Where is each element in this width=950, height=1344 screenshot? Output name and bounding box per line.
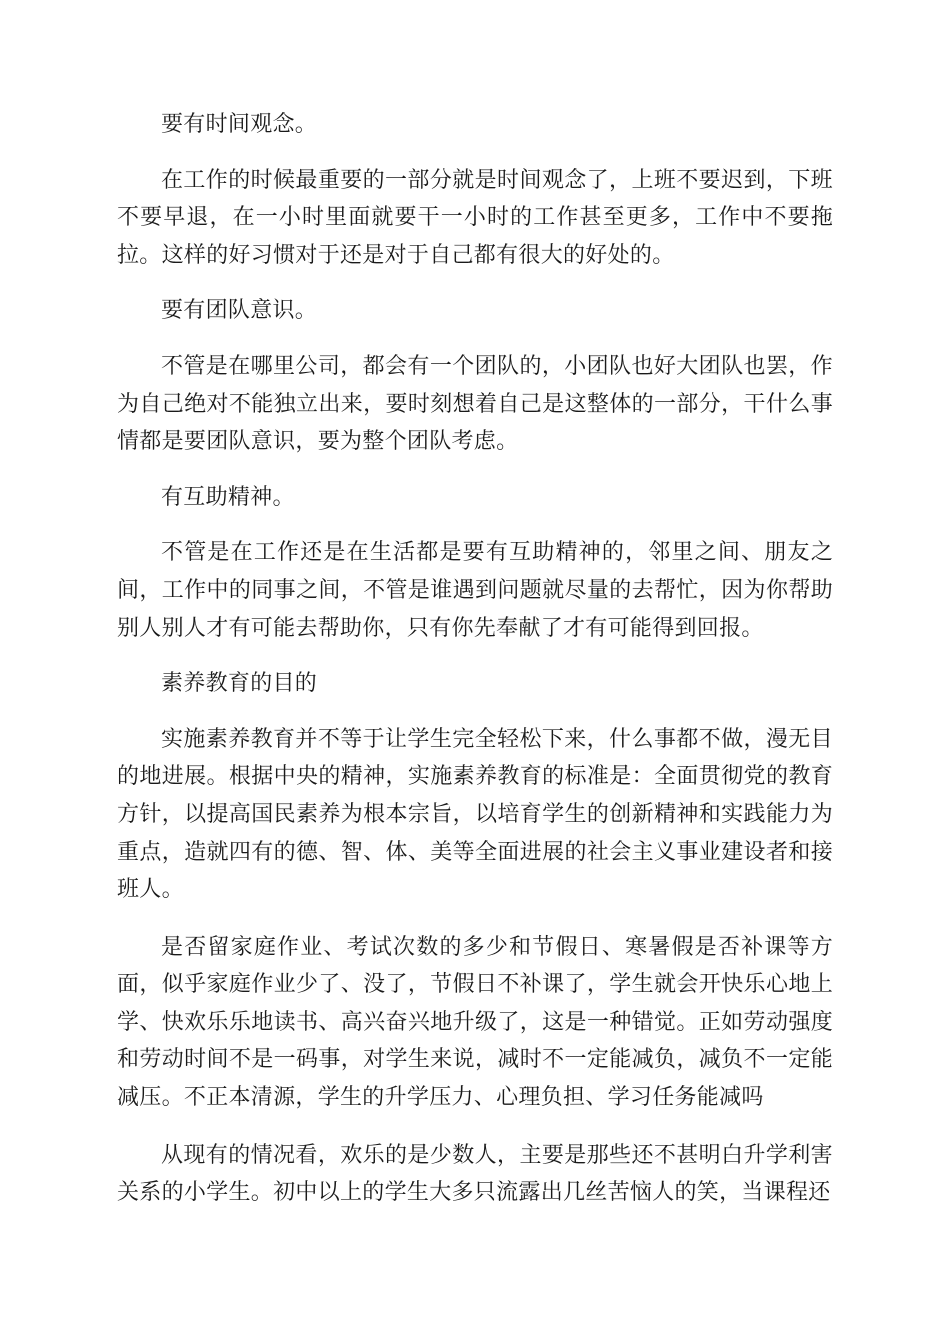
paragraph-homework: 是否留家庭作业、考试次数的多少和节假日、寒暑假是否补课等方面，似乎家庭作业少了、没了，节假日不补课了，学生就会开快乐心地上学、快欢乐乐地读书、高兴奋兴地升级了，这是一种错觉。正如劳动强度和劳动时间不是一码事，对学生来说，减时不一定能减负，减负不一定能减压。不正本清源，学生的升学压力、心理负担、学习任务能减吗 bbox=[117, 934, 833, 1111]
paragraph-current-situation: 从现有的情况看，欢乐的是少数人，主要是那些还不甚明白升学利害关系的小学生。初中以上的学生大多只流露出几丝苦恼人的笑，当课程还 bbox=[117, 1142, 833, 1206]
heading-education-purpose: 素养教育的目的 bbox=[161, 671, 318, 697]
paragraph-mutual-help: 不管是在工作还是在生活都是要有互助精神的，邻里之间、朋友之间，工作中的同事之间，不管是谁遇到问题就尽量的去帮忙，因为你帮助别人别人才有可能去帮助你，只有你先奉献了才有可能得到回报。 bbox=[117, 540, 833, 641]
paragraph-team-awareness: 不管是在哪里公司，都会有一个团队的，小团队也好大团队也罢，作为自己绝对不能独立出来，要时刻想着自己是这整体的一部分，干什么事情都是要团队意识，要为整个团队考虑。 bbox=[117, 353, 833, 455]
paragraph-education-purpose: 实施素养教育并不等于让学生完全轻松下来，什么事都不做，漫无目的地进展。根据中央的精神，实施素养教育的标准是：全面贯彻党的教育方针，以提高国民素养为根本宗旨，以培育学生的创新精神和实践能力为重点，造就四有的德、智、体、美等全面进展的社会主义事业建设者和接班人。 bbox=[117, 726, 833, 903]
heading-time-awareness: 要有时间观念。 bbox=[161, 112, 318, 137]
heading-mutual-help: 有互助精神。 bbox=[161, 484, 295, 510]
paragraph-time-awareness: 在工作的时候最重要的一部分就是时间观念了，上班不要迟到，下班不要早退，在一小时里面就要干一小时的工作甚至更多，工作中不要拖拉。这样的好习惯对于还是对于自己都有很大的好处的。 bbox=[117, 167, 833, 268]
heading-team-awareness: 要有团队意识。 bbox=[161, 298, 318, 324]
document-page bbox=[117, 106, 833, 1212]
